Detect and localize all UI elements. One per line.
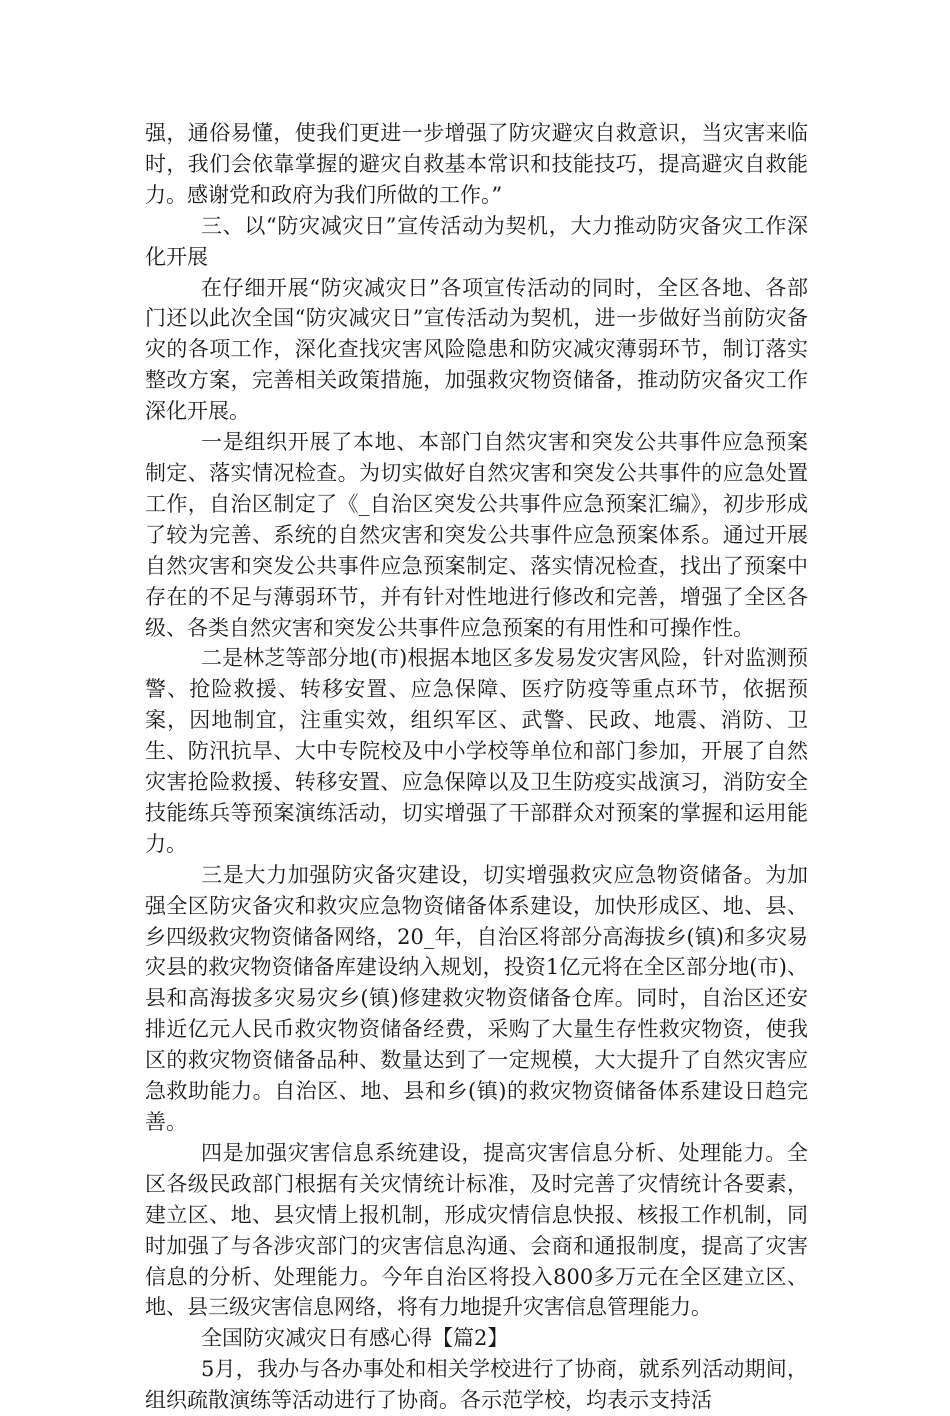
- section-heading-3: 三、以“防灾减灾日”宣传活动为契机，大力推动防灾备灾工作深化开展: [145, 213, 808, 269]
- paragraph-continuation: 强，通俗易懂，使我们更进一步增强了防灾避灾自救意识，当灾害来临时，我们会依靠掌握的避灾自救基本常识和技能技巧，提高避灾自救能力。感谢党和政府为我们所做的工作。”: [145, 121, 808, 207]
- paragraph-point-1: 一是组织开展了本地、本部门自然灾害和突发公共事件应急预案制定、落实情况检查。为切实做好自然灾害和突发公共事件的应急处置工作，自治区制定了《_自治区突发公共事件应急预案汇编》，初步形成了较为完善、系统的自然灾害和突发公共事件应急预案体系。通过开展自然灾害和突发公共事件应急预案制定、落实情况检查，找出了预案中存在的不足与薄弱环节，并有针对性地进行修改和完善，增强了全区各级、各类自然灾害和突发公共事件应急预案的有用性和可操作性。: [145, 430, 808, 640]
- paragraph-point-3: 三是大力加强防灾备灾建设，切实增强救灾应急物资储备。为加强全区防灾备灾和救灾应急物资储备体系建设，加快形成区、地、县、乡四级救灾物资储备网络，20_年，自治区将部分高海拔乡(镇)和多灾易灾县的救灾物资储备库建设纳入规划，投资1亿元将在全区部分地(市)、县和高海拔多灾易灾乡(镇)修建救灾物资储备仓库。同时，自治区还安排近亿元人民币救灾物资储备经费，采购了大量生存性救灾物资，使我区的救灾物资储备品种、数量达到了一定规模，大大提升了自然灾害应急救助能力。自治区、地、县和乡(镇)的救灾物资储备体系建设日趋完善。: [145, 862, 808, 1134]
- paragraph-part-2-start: 5月，我办与各办事处和相关学校进行了协商，就系列活动期间，组织疏散演练等活动进行了协商。各示范学校，均表示支持活: [145, 1357, 808, 1413]
- paragraph-point-2: 二是林芝等部分地(市)根据本地区多发易发灾害风险，针对监测预警、抢险救援、转移安置、应急保障、医疗防疫等重点环节，依据预案，因地制宜，注重实效，组织军区、武警、民政、地震、消防、卫生、防汛抗旱、大中专院校及中小学校等单位和部门参加，开展了自然灾害抢险救援、转移安置、应急保障以及卫生防疫实战演习，消防安全技能练兵等预案演练活动，切实增强了干部群众对预案的掌握和运用能力。: [145, 646, 808, 856]
- paragraph-intro: 在仔细开展“防灾减灾日”各项宣传活动的同时，全区各地、各部门还以此次全国“防灾减灾日”宣传活动为契机，进一步做好当前防灾备灾的各项工作，深化查找灾害风险隐患和防灾减灾薄弱环节，制订落实整改方案，完善相关政策措施，加强救灾物资储备，推动防灾备灾工作深化开展。: [145, 275, 808, 424]
- document-page: [145, 118, 808, 1416]
- article-title-part-2: 全国防灾减灾日有感心得【篇2】: [201, 1326, 509, 1351]
- paragraph-point-4: 四是加强灾害信息系统建设，提高灾害信息分析、处理能力。全区各级民政部门根据有关灾情统计标准，及时完善了灾情统计各要素，建立区、地、县灾情上报机制，形成灾情信息快报、核报工作机制，同时加强了与各涉灾部门的灾害信息沟通、会商和通报制度，提高了灾害信息的分析、处理能力。今年自治区将投入800多万元在全区建立区、地、县三级灾害信息网络，将有力地提升灾害信息管理能力。: [145, 1140, 808, 1320]
